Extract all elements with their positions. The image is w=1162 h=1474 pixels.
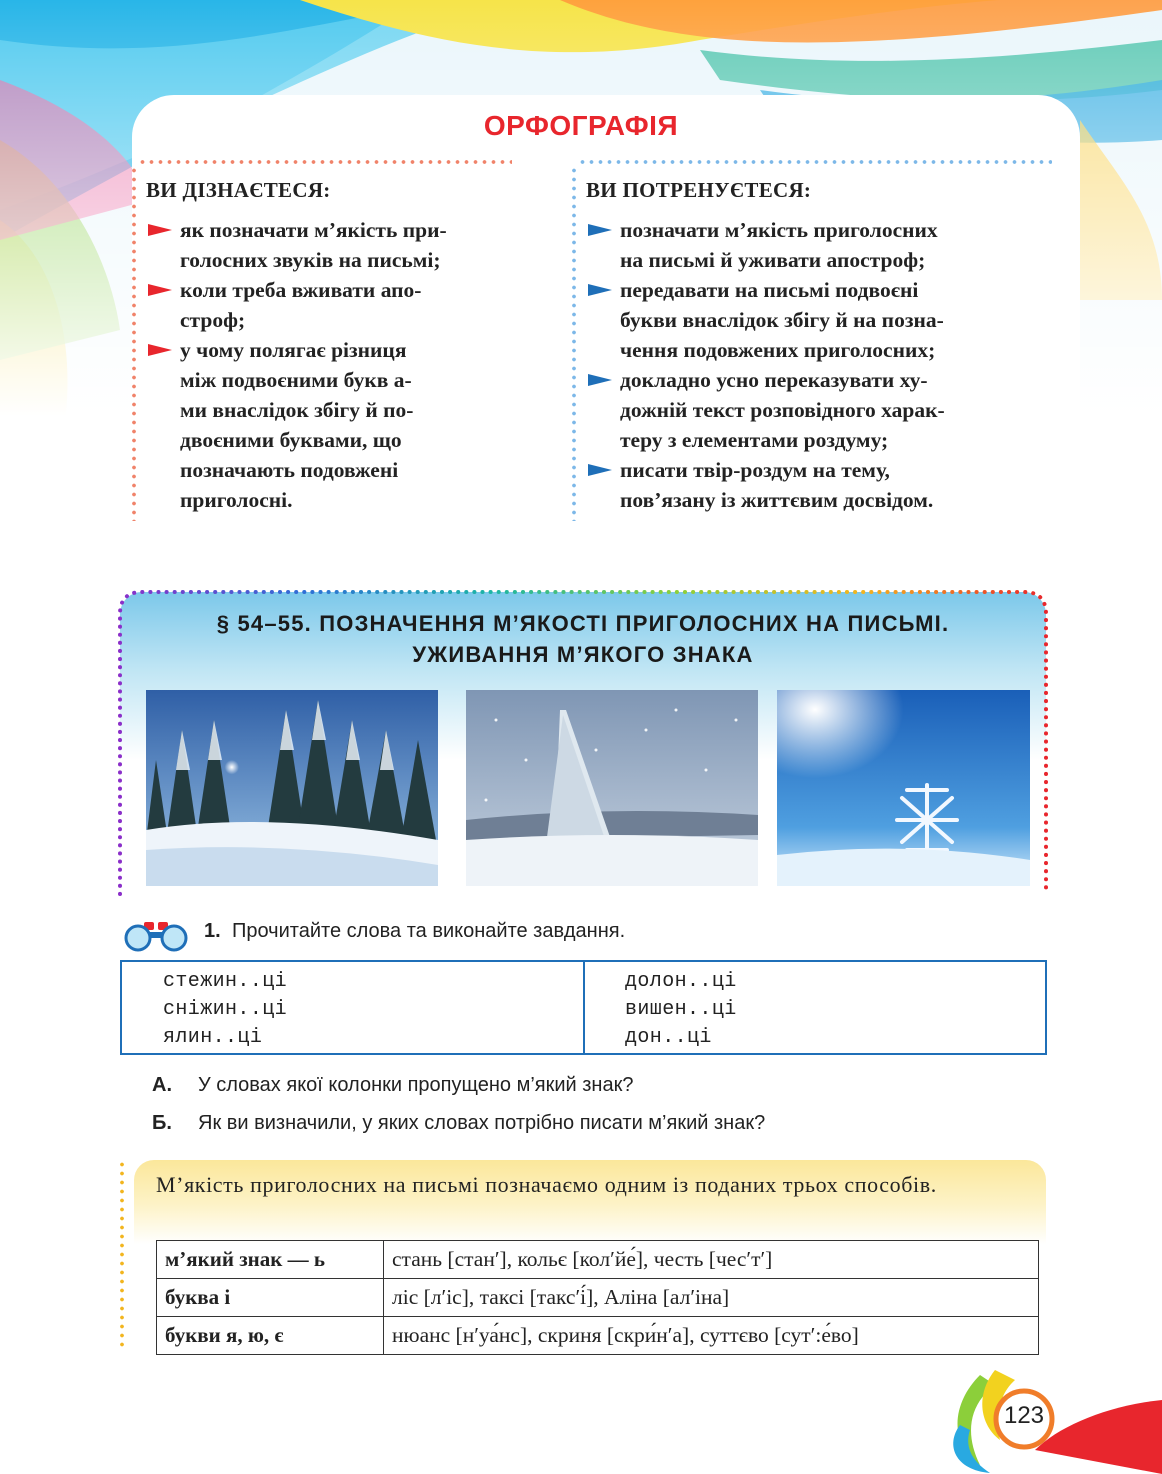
list-item: писати твір-роздум на тему, пов’язану із життєвим досвідом. [586,455,1052,515]
question-a: А. У словах якої колонки пропущено м’який знак? [152,1074,634,1096]
exercise-number: 1. [204,920,221,942]
dotted-border-left [572,166,576,521]
practice-list [586,215,1052,515]
right-word-column [625,968,737,1052]
arrow-bullet-icon [588,284,612,296]
word-table [120,960,1047,1055]
list-item: коли треба вживати апо- строф; [146,275,512,335]
arrow-bullet-icon [588,224,612,236]
dotted-border-left [132,166,136,521]
page-number: 123 [1003,1402,1045,1429]
practice-column [572,160,1052,515]
softness-table [156,1240,1039,1355]
section-header [120,592,1046,898]
example-cell: ліс [л′іс], таксі [такс′і́], Аліна [ал′іна] [384,1279,1039,1317]
page-number-decoration [940,1365,1162,1474]
rule-box [120,1160,1046,1360]
example-cell: стань [стан′], кольє [кол′йе́], честь [чес′т′] [384,1241,1039,1279]
table-row [157,1241,1039,1279]
arrow-bullet-icon [148,344,172,356]
question-b: Б. Як ви визначили, у яких словах потрібно писати м’який знак? [152,1112,766,1134]
arrow-bullet-icon [148,224,172,236]
exercise-text: Прочитайте слова та виконайте завдання. [232,920,626,942]
arrow-bullet-icon [588,464,612,476]
word: ялин..ці [163,1026,263,1049]
method-cell: м’який знак — ь [157,1241,384,1279]
chapter-title: ОРФОГРАФІЯ [483,110,679,141]
practice-heading: ВИ ПОТРЕНУЄТЕСЯ: [586,178,812,202]
word: долон..ці [625,970,737,993]
snowy-fir-tree-photo [466,690,758,886]
word: вишен..ці [625,998,737,1021]
exercise-instruction [120,916,720,952]
word: сніжин..ці [163,998,288,1021]
arrow-bullet-icon [588,374,612,386]
list-item: передавати на письмі подвоєні букви внаслідок збігу й на позна- чення подовжених приголосних; [586,275,1052,365]
left-word-column [163,968,287,1052]
dotted-border-top [138,160,512,164]
method-cell: буква і [157,1279,384,1317]
list-item: позначати м’якість приголосних на письмі й уживати апостроф; [586,215,1052,275]
learn-heading: ВИ ДІЗНАЄТЕСЯ: [146,178,331,202]
table-row [157,1279,1039,1317]
table-divider [583,962,585,1053]
example-cell: нюанс [н′уа́нс], скриня [скри́н′а], суттєво [сут′:е́во] [384,1317,1039,1355]
table-row [157,1317,1039,1355]
binoculars-icon [120,916,192,952]
word: стежин..ці [163,970,288,993]
list-item: докладно усно переказувати ху- дожній текст розповідного харак- теру з елементами роздуму; [586,365,1052,455]
method-cell: букви я, ю, є [157,1317,384,1355]
word: дон..ці [625,1026,712,1049]
snowflake-photo [777,690,1030,886]
dotted-border-top [578,160,1052,164]
list-item: у чому полягає різниця між подвоєними букв а- ми внаслідок збігу й по- двоєними буквами, що позначають подовжені приголосні. [146,335,512,515]
rule-text: М’якість приголосних на письмі позначаємо одним із поданих трьох способів. [156,1172,937,1197]
snowy-forest-photo [146,690,438,886]
dotted-border-left [120,1160,124,1350]
arrow-bullet-icon [148,284,172,296]
learn-column [132,160,512,515]
section-title: § 54–55. ПОЗНАЧЕННЯ М’ЯКОСТІ ПРИГОЛОСНИХ НА ПИСЬМІ. УЖИВАННЯ М’ЯКОГО ЗНАКА [216,611,950,667]
learn-list [146,215,512,515]
list-item: як позначати м’якість при- голосних звуків на письмі; [146,215,512,275]
